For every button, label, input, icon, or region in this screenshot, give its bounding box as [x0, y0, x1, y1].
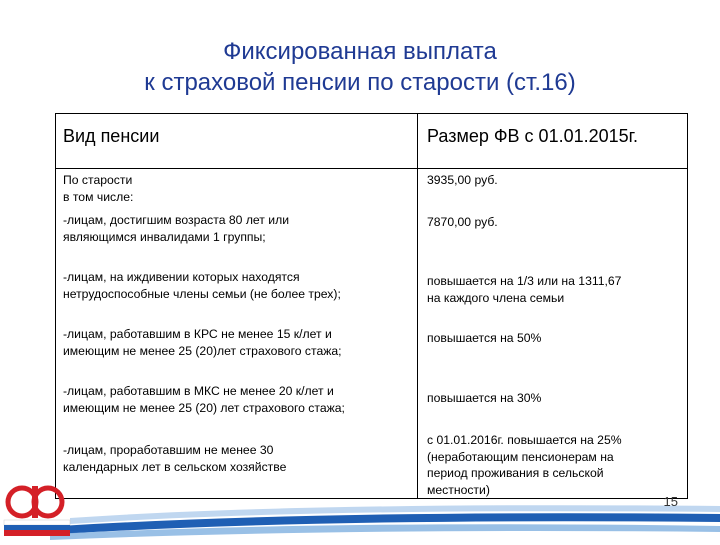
cell-line: повышается на 50%	[427, 331, 542, 345]
cell-line: на каждого члена семьи	[427, 291, 565, 305]
footer-decoration	[0, 488, 720, 540]
cell-line: -лицам, работавшим в МКС не менее 20 к/лет и	[63, 384, 334, 398]
slide-title-line1: Фиксированная выплата	[223, 38, 497, 65]
table-row-left	[63, 326, 342, 360]
cell-line: имеющим не менее 25 (20) лет страхового стажа;	[63, 401, 345, 415]
table-row-left	[63, 383, 345, 417]
cell-line: местности)	[427, 482, 490, 497]
cell-line: повышается на 30%	[427, 391, 542, 405]
table-row-left	[63, 172, 133, 206]
header-pension-type: Вид пенсии	[63, 126, 160, 146]
table-row-right	[427, 390, 541, 407]
cell-line: период проживания в сельской	[427, 466, 604, 480]
cell-line: -лицам, проработавшим не менее 30	[63, 443, 274, 457]
cell-line: 3935,00 руб.	[427, 173, 498, 187]
pension-table	[55, 113, 688, 499]
pfr-logo-icon	[0, 476, 80, 540]
slide-title	[0, 36, 720, 98]
table-row-right	[427, 172, 498, 189]
header-fv-amount: Размер ФВ с 01.01.2015г.	[427, 126, 639, 146]
cell-line: 7870,00 руб.	[427, 215, 498, 229]
cell-line: в том числе:	[63, 190, 134, 204]
slide-title-line2: к страховой пенсии по старости (ст.16)	[144, 69, 576, 96]
column-divider	[417, 114, 418, 498]
cell-line: являющимся инвалидами 1 группы;	[63, 230, 266, 244]
footer-stripes	[0, 488, 720, 540]
cell-line: По старости	[63, 173, 133, 187]
cell-line: (неработающим пенсионерам на	[427, 449, 614, 464]
table-row-right	[427, 273, 621, 307]
cell-line: -лицам, работавшим в КРС не менее 15 к/лет и	[63, 327, 332, 341]
table-row-right	[427, 214, 498, 231]
cell-line: -лицам, достигшим возраста 80 лет или	[63, 213, 290, 227]
table-header	[56, 114, 687, 169]
table-row-left	[63, 269, 341, 303]
cell-line: имеющим не менее 25 (20)лет страхового стажа;	[63, 344, 342, 358]
cell-line: повышается на 1/3 или на 1311,67	[427, 274, 622, 288]
table-row-right	[427, 330, 541, 347]
table-row-left	[63, 442, 286, 476]
page-number: 15	[663, 494, 678, 509]
cell-line: -лицам, на иждивении которых находятся	[63, 270, 300, 284]
table-row-left	[63, 212, 289, 246]
cell-line: нетрудоспособные члены семьи (не более трех);	[63, 287, 341, 301]
cell-line: календарных лет в сельском хозяйстве	[63, 460, 287, 474]
cell-line: с 01.01.2016г. повышается на 25%	[427, 433, 622, 447]
